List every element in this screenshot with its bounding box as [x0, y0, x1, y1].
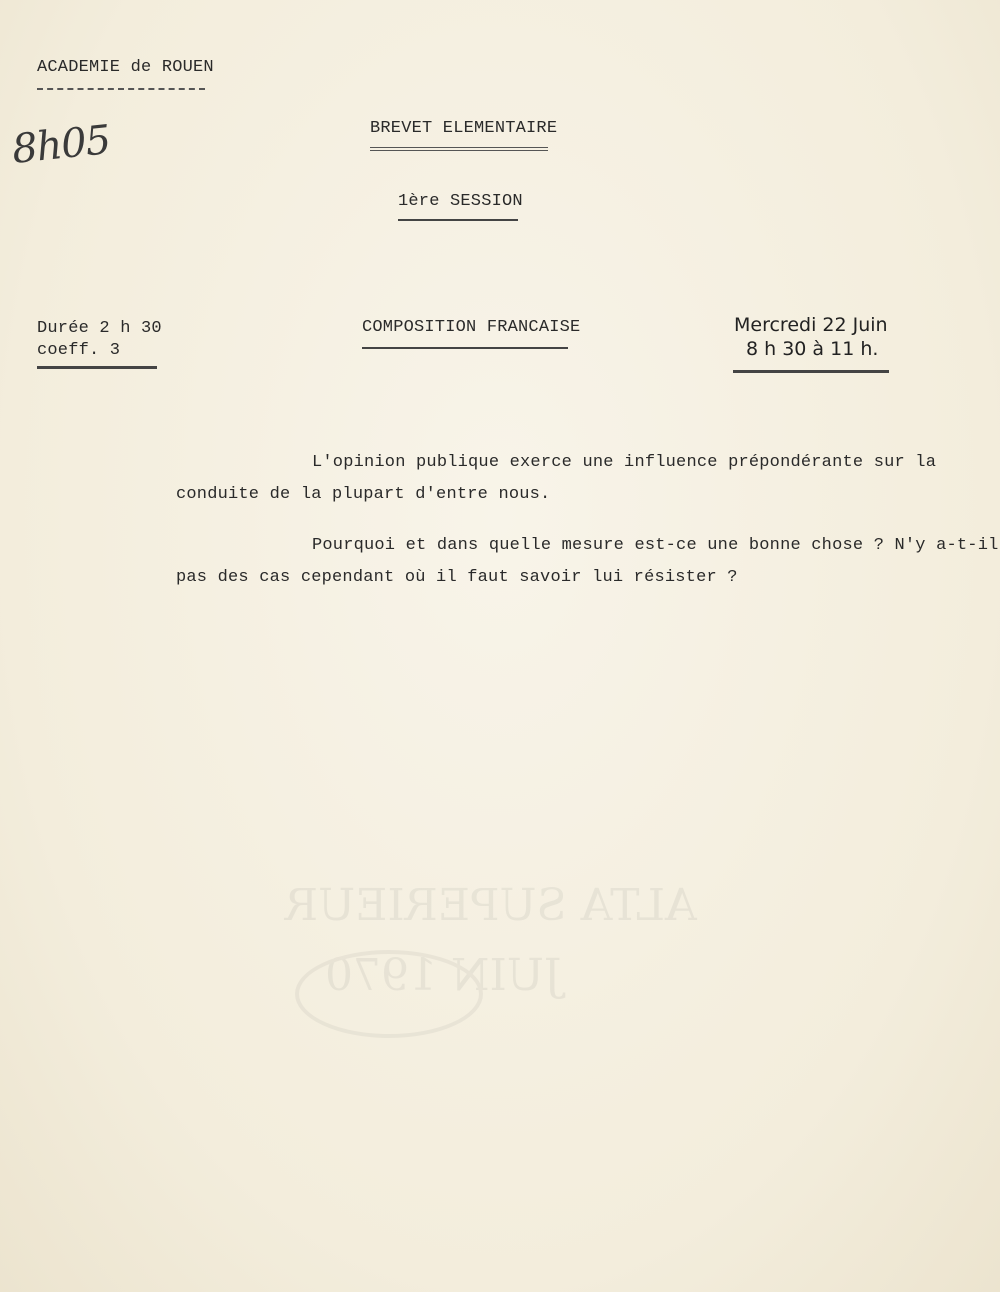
- subject-underline: [362, 347, 568, 349]
- exam-title: BREVET ELEMENTAIRE: [370, 119, 558, 138]
- prompt-para2-line1: Pourquoi et dans quelle mesure est-ce une bonne chose ? N'y a-t-il: [312, 536, 999, 555]
- subject-heading: COMPOSITION FRANCAISE: [362, 318, 581, 337]
- bleed-through-stamp: ALTA SUPERIEUR JUIN 1970: [285, 870, 665, 1030]
- date-underline: [733, 370, 889, 373]
- handwritten-note: 8h05: [9, 116, 113, 174]
- exam-title-underline: [370, 147, 548, 151]
- academie-header: ACADEMIE de ROUEN: [37, 58, 214, 77]
- prompt-para1-line1: L'opinion publique exerce une influence prépondérante sur la: [312, 453, 937, 472]
- academie-underline: [37, 88, 205, 90]
- coefficient-label: coeff. 3: [37, 341, 121, 360]
- exam-date: Mercredi 22 Juin: [734, 314, 888, 336]
- session-underline: [398, 219, 518, 221]
- exam-time: 8 h 30 à 11 h.: [746, 338, 879, 360]
- prompt-para2-line2: pas des cas cependant où il faut savoir lui résister ?: [176, 568, 738, 587]
- duration-underline: [37, 366, 157, 369]
- session-label: 1ère SESSION: [398, 192, 523, 211]
- duration-label: Durée 2 h 30: [37, 319, 162, 338]
- prompt-para1-line2: conduite de la plupart d'entre nous.: [176, 485, 551, 504]
